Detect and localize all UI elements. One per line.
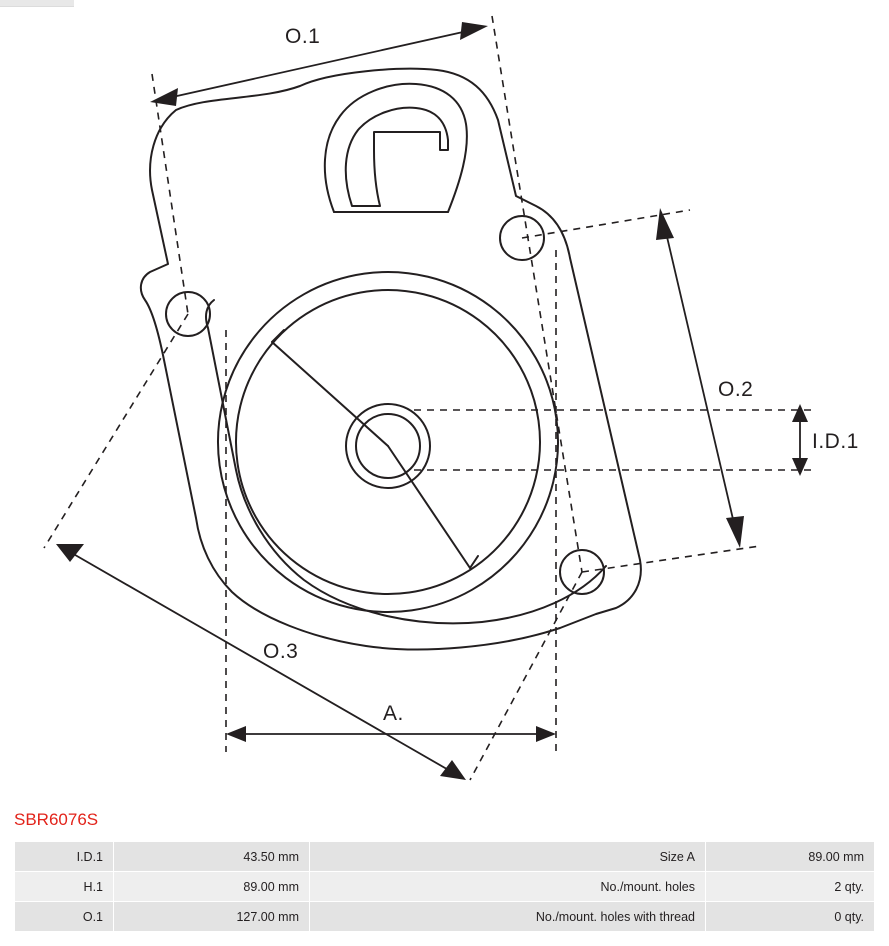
top-lug-inner xyxy=(346,108,448,206)
dim-label-a: A. xyxy=(383,702,404,725)
dim-label-o2: O.2 xyxy=(718,378,754,401)
dim-arrow-o3 xyxy=(70,552,452,772)
table-row xyxy=(15,902,875,932)
dim-arrowhead-a-left xyxy=(226,726,246,742)
table-row xyxy=(15,842,875,872)
dim-arrowhead-id1-bottom xyxy=(792,458,808,476)
spec-value-id1: 43.50 mm xyxy=(114,842,310,872)
dim-label-o1: O.1 xyxy=(285,25,321,48)
spec-value-h1: 89.00 mm xyxy=(114,872,310,902)
ext-line-o3-upper xyxy=(44,314,188,548)
dim-arrowhead-id1-top xyxy=(792,404,808,422)
housing-outline xyxy=(141,69,641,650)
spec-label-id1: I.D.1 xyxy=(15,842,114,872)
spec-label-mount-holes: No./mount. holes xyxy=(310,872,706,902)
dim-arrowhead-a-right xyxy=(536,726,556,742)
dim-arrowhead-o1-right xyxy=(460,22,488,40)
housing-inner-edge xyxy=(206,300,606,623)
dim-label-o3: O.3 xyxy=(263,640,299,663)
dim-label-id1: I.D.1 xyxy=(812,430,859,453)
bore-break-cut-upper xyxy=(272,330,284,342)
spec-label-o1: O.1 xyxy=(15,902,114,932)
bore-break-lower xyxy=(388,446,470,568)
spec-label-mount-holes-thread: No./mount. holes with thread xyxy=(310,902,706,932)
ext-line-o1-left xyxy=(152,74,188,314)
dim-arrowhead-o2-top xyxy=(656,208,674,240)
part-code-title: SBR6076S xyxy=(14,810,99,829)
spec-value-size-a: 89.00 mm xyxy=(706,842,875,872)
ext-line-o3-lower xyxy=(470,572,582,780)
ext-line-o2-bottom xyxy=(582,546,760,572)
specifications-table xyxy=(14,841,875,932)
spec-label-h1: H.1 xyxy=(15,872,114,902)
spec-value-o1: 127.00 mm xyxy=(114,902,310,932)
spec-value-mount-holes: 2 qty. xyxy=(706,872,875,902)
dim-arrowhead-o3-right xyxy=(440,760,466,780)
spec-label-size-a: Size A xyxy=(310,842,706,872)
ext-line-o1-right xyxy=(492,16,582,572)
dim-arrowhead-o2-bottom xyxy=(726,516,744,548)
dim-arrowhead-o3-left xyxy=(56,544,84,562)
bore-outer-circle xyxy=(196,250,580,634)
spec-value-mount-holes-thread: 0 qty. xyxy=(706,902,875,932)
bore-break-upper xyxy=(272,342,388,446)
top-lug-outer xyxy=(325,84,467,212)
table-row xyxy=(15,872,875,902)
